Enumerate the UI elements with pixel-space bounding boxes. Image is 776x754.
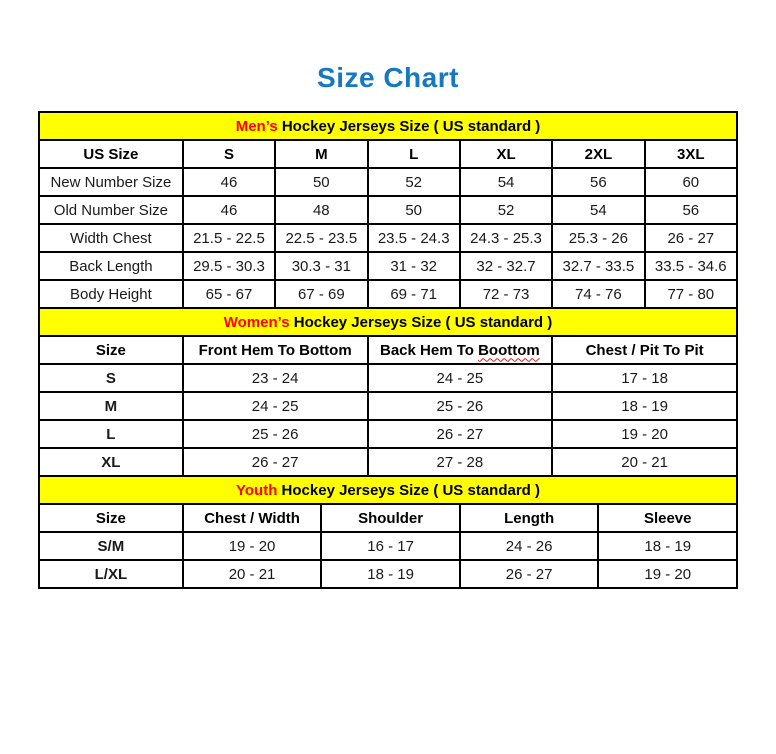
column-header: Chest / Pit To Pit <box>552 336 737 364</box>
row-label: L/XL <box>39 560 183 588</box>
cell-value: 52 <box>460 196 552 224</box>
size-tables-container <box>38 111 738 589</box>
cell-value: 74 - 76 <box>552 280 644 308</box>
table-row <box>39 560 737 588</box>
column-header: S <box>183 140 275 168</box>
youth-header-row <box>39 504 737 532</box>
youth-banner-row <box>39 476 737 504</box>
womens-section-banner <box>39 308 737 336</box>
table-row <box>39 280 737 308</box>
cell-value: 19 - 20 <box>183 532 322 560</box>
column-header: 3XL <box>645 140 737 168</box>
cell-value: 32.7 - 33.5 <box>552 252 644 280</box>
cell-value: 69 - 71 <box>368 280 460 308</box>
cell-value: 77 - 80 <box>645 280 737 308</box>
table-row <box>39 196 737 224</box>
cell-value: 31 - 32 <box>368 252 460 280</box>
cell-value: 25.3 - 26 <box>552 224 644 252</box>
cell-value: 33.5 - 34.6 <box>645 252 737 280</box>
row-label: S <box>39 364 183 392</box>
womens-banner-text: Hockey Jerseys Size ( US standard ) <box>289 313 553 331</box>
mens-size-table <box>38 111 738 309</box>
row-label: Old Number Size <box>39 196 183 224</box>
cell-value: 24 - 26 <box>460 532 599 560</box>
misspelled-word: Boottom <box>478 341 540 359</box>
table-row <box>39 252 737 280</box>
cell-value: 26 - 27 <box>368 420 553 448</box>
column-header: Size <box>39 504 183 532</box>
cell-value: 25 - 26 <box>183 420 368 448</box>
cell-value: 46 <box>183 196 275 224</box>
cell-value: 24 - 25 <box>368 364 553 392</box>
cell-value: 29.5 - 30.3 <box>183 252 275 280</box>
cell-value: 50 <box>275 168 367 196</box>
table-row <box>39 392 737 420</box>
row-label: L <box>39 420 183 448</box>
youth-size-table <box>38 475 738 589</box>
cell-value: 54 <box>460 168 552 196</box>
cell-value: 54 <box>552 196 644 224</box>
cell-value: 18 - 19 <box>552 392 737 420</box>
column-header: Chest / Width <box>183 504 322 532</box>
column-header: Length <box>460 504 599 532</box>
cell-value: 19 - 20 <box>552 420 737 448</box>
table-row <box>39 448 737 476</box>
column-header: Size <box>39 336 183 364</box>
cell-value: 32 - 32.7 <box>460 252 552 280</box>
row-label: Back Length <box>39 252 183 280</box>
column-header: Sleeve <box>598 504 737 532</box>
row-label: S/M <box>39 532 183 560</box>
column-header: Shoulder <box>321 504 460 532</box>
table-row <box>39 364 737 392</box>
cell-value: 21.5 - 22.5 <box>183 224 275 252</box>
womens-banner-highlight: Women’s <box>223 313 290 331</box>
column-header: Front Hem To Bottom <box>183 336 368 364</box>
size-chart-page <box>0 62 776 589</box>
cell-value: 60 <box>645 168 737 196</box>
cell-value: 20 - 21 <box>183 560 322 588</box>
row-label: Body Height <box>39 280 183 308</box>
table-row <box>39 224 737 252</box>
column-header: 2XL <box>552 140 644 168</box>
cell-value: 18 - 19 <box>598 532 737 560</box>
cell-value: 17 - 18 <box>552 364 737 392</box>
cell-value: 52 <box>368 168 460 196</box>
womens-size-table <box>38 307 738 477</box>
cell-value: 50 <box>368 196 460 224</box>
cell-value: 25 - 26 <box>368 392 553 420</box>
row-label: Width Chest <box>39 224 183 252</box>
cell-value: 26 - 27 <box>183 448 368 476</box>
table-row <box>39 532 737 560</box>
table-row <box>39 168 737 196</box>
row-label: New Number Size <box>39 168 183 196</box>
column-header: US Size <box>39 140 183 168</box>
cell-value: 19 - 20 <box>598 560 737 588</box>
column-header: XL <box>460 140 552 168</box>
womens-banner-row <box>39 308 737 336</box>
mens-section-banner <box>39 112 737 140</box>
mens-banner-highlight: Men’s <box>235 117 278 135</box>
cell-value: 23 - 24 <box>183 364 368 392</box>
row-label: M <box>39 392 183 420</box>
cell-value: 72 - 73 <box>460 280 552 308</box>
mens-banner-row <box>39 112 737 140</box>
page-title: Size Chart <box>317 62 459 93</box>
womens-header-row <box>39 336 737 364</box>
mens-header-row <box>39 140 737 168</box>
cell-value: 48 <box>275 196 367 224</box>
cell-value: 46 <box>183 168 275 196</box>
cell-value: 24.3 - 25.3 <box>460 224 552 252</box>
cell-value: 20 - 21 <box>552 448 737 476</box>
youth-banner-highlight: Youth <box>236 481 278 499</box>
cell-value: 18 - 19 <box>321 560 460 588</box>
youth-banner-text: Hockey Jerseys Size ( US standard ) <box>277 481 540 499</box>
row-label: XL <box>39 448 183 476</box>
cell-value: 26 - 27 <box>645 224 737 252</box>
cell-value: 23.5 - 24.3 <box>368 224 460 252</box>
column-header: Back Hem To Boottom <box>368 336 553 364</box>
youth-section-banner <box>39 476 737 504</box>
cell-value: 56 <box>552 168 644 196</box>
mens-banner-text: Hockey Jerseys Size ( US standard ) <box>277 117 541 135</box>
cell-value: 27 - 28 <box>368 448 553 476</box>
cell-value: 65 - 67 <box>183 280 275 308</box>
cell-value: 24 - 25 <box>183 392 368 420</box>
cell-value: 56 <box>645 196 737 224</box>
cell-value: 26 - 27 <box>460 560 599 588</box>
cell-value: 16 - 17 <box>321 532 460 560</box>
table-row <box>39 420 737 448</box>
column-header: L <box>368 140 460 168</box>
cell-value: 30.3 - 31 <box>275 252 367 280</box>
cell-value: 67 - 69 <box>275 280 367 308</box>
cell-value: 22.5 - 23.5 <box>275 224 367 252</box>
column-header: M <box>275 140 367 168</box>
